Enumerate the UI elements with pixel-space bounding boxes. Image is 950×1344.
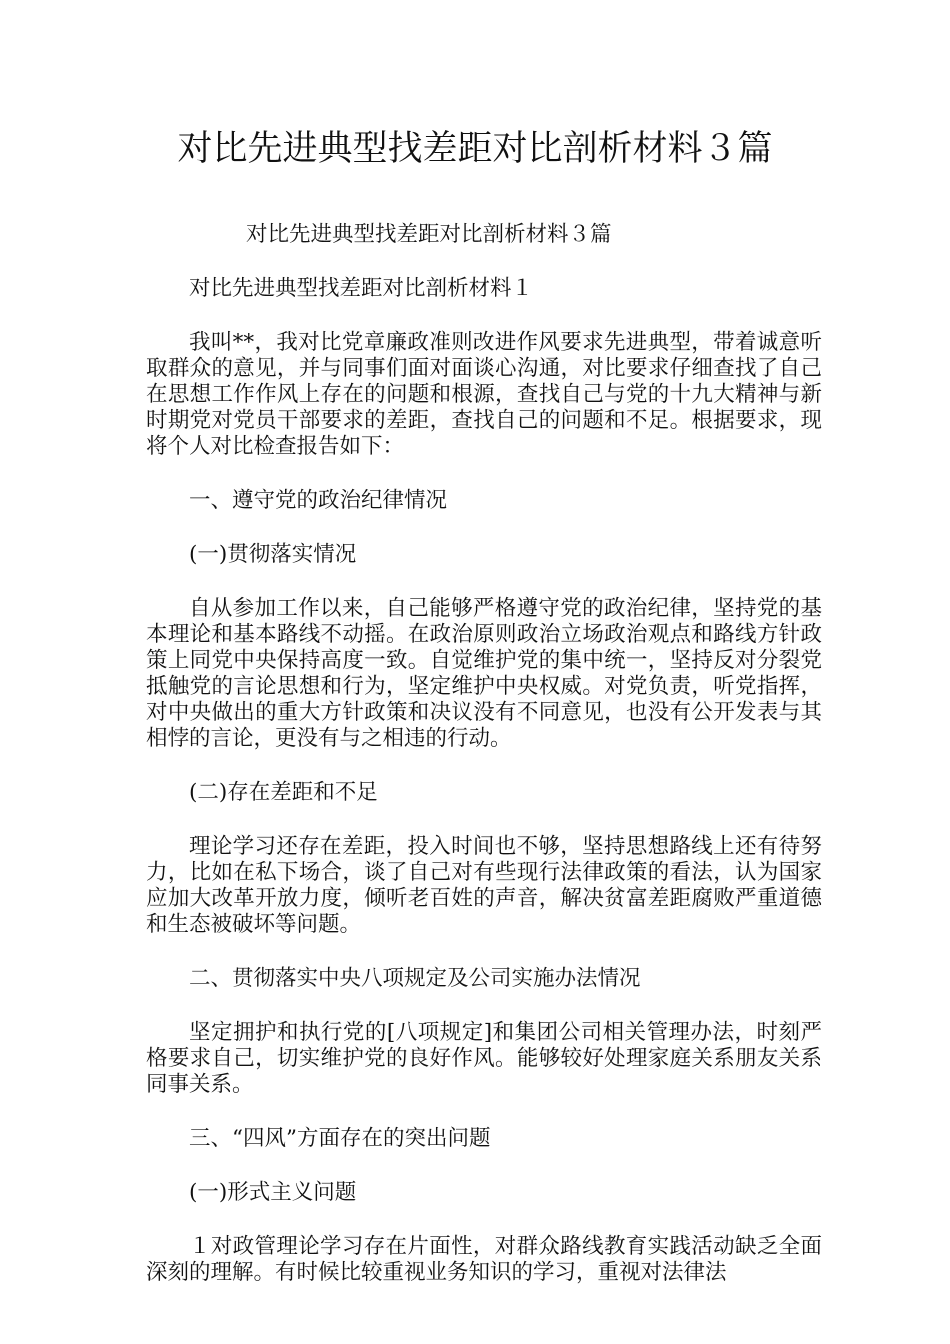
section-heading: 对比先进典型找差距对比剖析材料１ — [189, 276, 534, 301]
paragraph-gap — [146, 1098, 822, 1126]
document-body — [146, 222, 822, 1286]
paragraph-gap — [146, 1152, 822, 1180]
body-paragraph: 我叫**，我对比党章廉政准则改进作风要求先进典型，带着诚意听取群众的意见，并与同事们面对面谈心沟通，对比要求仔细查找了自己在思想工作作风上存在的问题和根源，查找自己与党的十九大精神与新时期党对党员干部要求的差距，查找自己的问题和不足。根据要求，现将个人对比检查报告如下： — [146, 330, 822, 459]
paragraph-gap — [146, 248, 822, 276]
paragraph-gap — [146, 1206, 822, 1234]
paragraph-gap — [146, 568, 822, 596]
body-paragraph: 自从参加工作以来，自己能够严格遵守党的政治纪律，坚持党的基本理论和基本路线不动摇。在政治原则政治立场政治观点和路线方针政策上同党中央保持高度一致。自觉维护党的集中统一，坚持反对分裂党抵触党的言论思想和行为，坚定维护中央权威。对党负责，听党指挥，对中央做出的重大方针政策和决议没有不同意见，也没有公开发表与其相悖的言论，更没有与之相违的行动。 — [146, 596, 822, 751]
body-paragraph: 理论学习还存在差距，投入时间也不够，坚持思想路线上还有待努力，比如在私下场合，谈了自己对有些现行法律政策的看法，认为国家应加大改革开放力度，倾听老百姓的声音，解决贫富差距腐败严重道德和生态被破坏等问题。 — [146, 834, 822, 937]
body-paragraph: 坚定拥护和执行党的[八项规定]和集团公司相关管理办法，时刻严格要求自己，切实维护党的良好作风。能够较好处理家庭关系朋友关系同事关系。 — [146, 1020, 822, 1097]
section-heading: 二、贯彻落实中央八项规定及公司实施办法情况 — [189, 966, 641, 991]
subsection-heading: (二)存在差距和不足 — [189, 780, 378, 805]
paragraph-gap — [146, 992, 822, 1020]
section-heading: 一、遵守党的政治纪律情况 — [189, 488, 448, 513]
subtitle-paragraph: 对比先进典型找差距对比剖析材料３篇 — [246, 222, 612, 247]
document-title: 对比先进典型找差距对比剖析材料３篇 — [177, 129, 773, 169]
paragraph-gap — [146, 806, 822, 834]
body-paragraph: １对政管理论学习存在片面性，对群众路线教育实践活动缺乏全面深刻的理解。有时候比较重视业务知识的学习，重视对法律法 — [146, 1234, 822, 1285]
paragraph-gap — [146, 302, 822, 330]
paragraph-gap — [146, 938, 822, 966]
paragraph-gap — [146, 460, 822, 488]
paragraph-gap — [146, 514, 822, 542]
section-heading: 三、“四风”方面存在的突出问题 — [189, 1126, 491, 1151]
paragraph-gap — [146, 752, 822, 780]
subsection-heading: (一)贯彻落实情况 — [189, 542, 357, 567]
subsection-heading: (一)形式主义问题 — [189, 1180, 357, 1205]
